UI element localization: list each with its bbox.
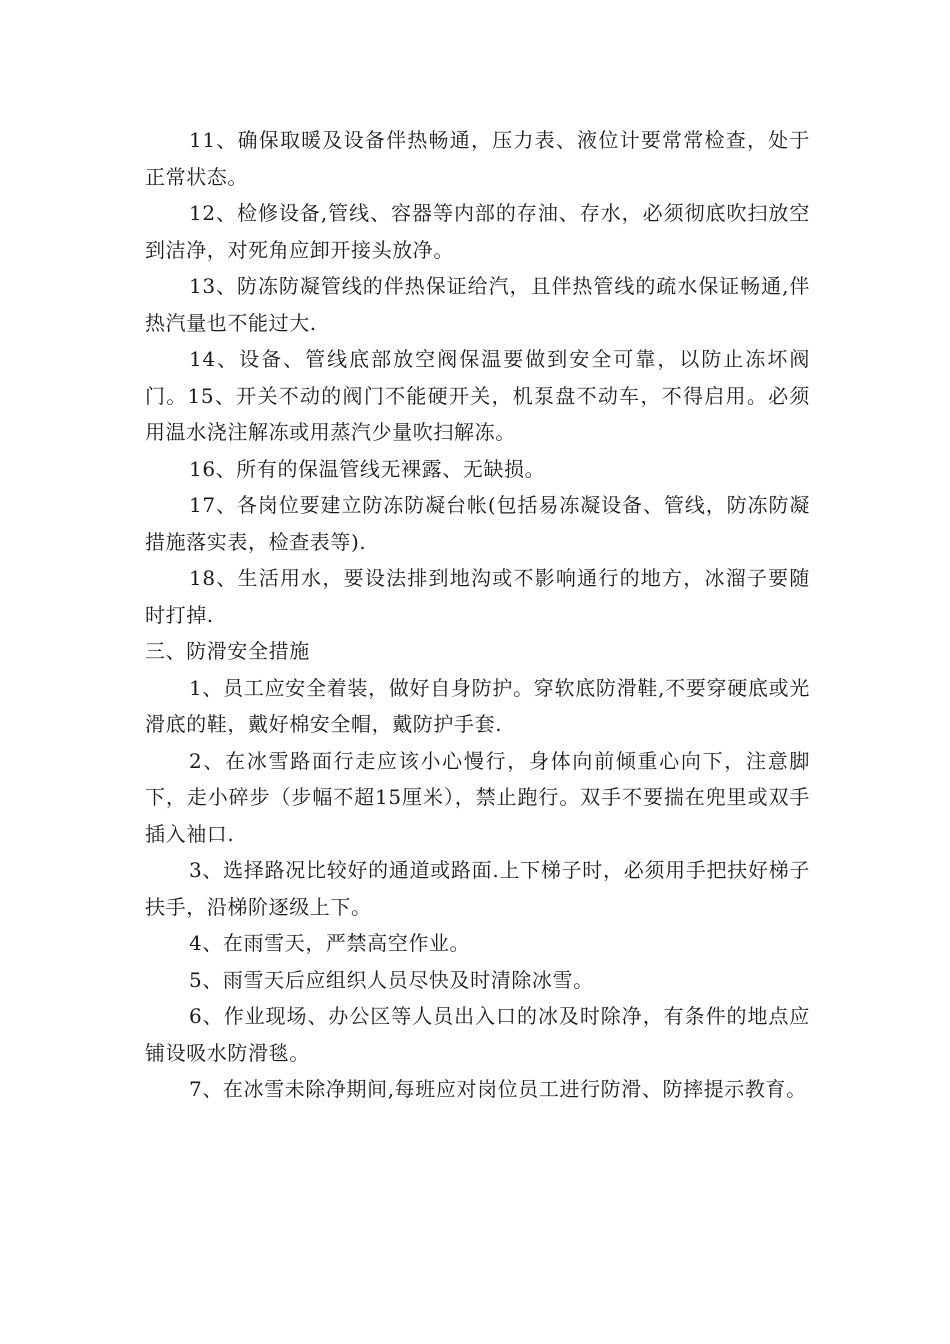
- section-item-3: 3、选择路况比较好的通道或路面.上下梯子时，必须用手把扶好梯子扶手，沿梯阶逐级上下。: [145, 858, 810, 919]
- paragraph-16: 16、所有的保温管线无裸露、无缺损。: [189, 456, 546, 481]
- section-item-2: 2、在冰雪路面行走应该小心慢行，身体向前倾重心向下，注意脚下，走小碎步（步幅不超15厘米），禁止跑行。双手不要揣在兜里或双手插入袖口.: [145, 748, 810, 846]
- section-item-6: 6、作业现场、办公区等人员出入口的冰及时除净，有条件的地点应铺设吸水防滑毯。: [145, 1004, 810, 1065]
- paragraph-12: 12、检修设备,管线、容器等内部的存油、存水，必须彻底吹扫放空到洁净，对死角应卸开接头放净。: [145, 201, 810, 262]
- paragraph-11: 11、确保取暖及设备伴热畅通，压力表、液位计要常常检查，处于正常状态。: [145, 128, 810, 189]
- section-heading: 三、防滑安全措施: [145, 639, 310, 663]
- paragraph-18: 18、生活用水，要设法排到地沟或不影响通行的地方，冰溜子要随时打掉.: [145, 566, 810, 627]
- section-item-4: 4、在雨雪天，严禁高空作业。: [189, 931, 471, 955]
- section-item-1: 1、员工应安全着装，做好自身防护。穿软底防滑鞋,不要穿硬底或光滑底的鞋，戴好棉安全帽，戴防护手套.: [145, 675, 810, 736]
- section-item-5: 5、雨雪天后应组织人员尽快及时清除冰雪。: [189, 967, 594, 992]
- paragraph-13: 13、防冻防凝管线的伴热保证给汽，且伴热管线的疏水保证畅通,伴热汽量也不能过大.: [145, 274, 810, 335]
- document-body: [145, 122, 810, 1108]
- paragraph-14-15: 14、设备、管线底部放空阀保温要做到安全可靠，以防止冻坏阀门。15、开关不动的阀门不能硬开关，机泵盘不动车，不得启用。必须用温水浇注解冻或用蒸汽少量吹扫解冻。: [145, 347, 810, 444]
- paragraph-17: 17、各岗位要建立防冻防凝台帐(包括易冻凝设备、管线，防冻防凝措施落实表，检查表等).: [145, 493, 810, 554]
- section-item-7: 7、在冰雪未除净期间,每班应对岗位员工进行防滑、防摔提示教育。: [189, 1077, 807, 1101]
